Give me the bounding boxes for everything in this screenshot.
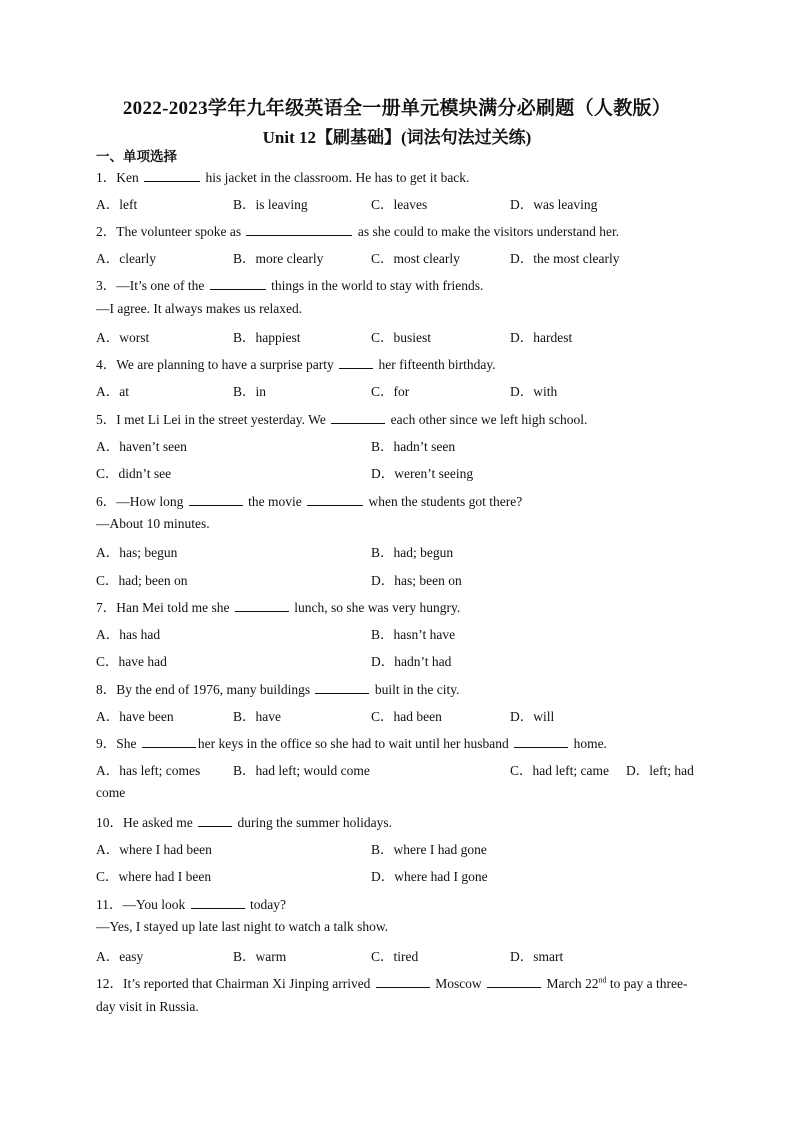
answer-blank bbox=[189, 493, 243, 506]
question-4-option-c[interactable]: C．for bbox=[371, 384, 410, 399]
question-11-option-d[interactable]: D．smart bbox=[510, 949, 564, 964]
answer-blank bbox=[487, 975, 541, 988]
question-5-option-b[interactable]: B．hadn’t seen bbox=[371, 439, 456, 454]
question-7-stem: 7．Han Mei told me she lunch, so she was very hungry. bbox=[96, 600, 461, 615]
answer-blank bbox=[376, 975, 430, 988]
question-12-stem-continued: day visit in Russia. bbox=[96, 999, 199, 1014]
answer-blank bbox=[339, 356, 373, 369]
question-9-stem: 9．She her keys in the office so she had to wait until her husband home. bbox=[96, 736, 607, 751]
question-3-option-a[interactable]: A．worst bbox=[96, 330, 150, 345]
question-5-option-c[interactable]: C．didn’t see bbox=[96, 466, 172, 481]
answer-blank bbox=[191, 896, 245, 909]
question-1-stem: 1．Ken his jacket in the classroom. He has to get it back. bbox=[96, 170, 470, 185]
question-4-option-d[interactable]: D．with bbox=[510, 384, 558, 399]
question-9-option-d[interactable]: D．left; had bbox=[626, 763, 694, 778]
question-9-option-a[interactable]: A．has left; comes bbox=[96, 763, 201, 778]
question-3-reply: —I agree. It always makes us relaxed. bbox=[96, 301, 303, 316]
question-6-stem: 6．—How long the movie when the students got there? bbox=[96, 494, 523, 509]
question-2-option-d[interactable]: D．the most clearly bbox=[510, 251, 620, 266]
question-3-option-d[interactable]: D．hardest bbox=[510, 330, 573, 345]
question-7-option-a[interactable]: A．has had bbox=[96, 627, 161, 642]
question-12-stem: 12．It’s reported that Chairman Xi Jinping arrived Moscow March 22nd to pay a three- bbox=[96, 975, 688, 991]
question-9-option-c[interactable]: C．had left; came bbox=[510, 763, 609, 778]
section-heading: 一、单项选择 bbox=[96, 149, 177, 164]
question-11-option-c[interactable]: C．tired bbox=[371, 949, 419, 964]
question-10-option-b[interactable]: B．where I had gone bbox=[371, 842, 487, 857]
question-1-option-c[interactable]: C．leaves bbox=[371, 197, 428, 212]
question-11-stem: 11．—You look today? bbox=[96, 897, 287, 912]
question-8-option-a[interactable]: A．have been bbox=[96, 709, 174, 724]
question-10-option-d[interactable]: D．where had I gone bbox=[371, 869, 488, 884]
question-3-option-c[interactable]: C．busiest bbox=[371, 330, 432, 345]
ordinal-suffix: nd bbox=[598, 975, 607, 985]
question-6-option-b[interactable]: B．had; begun bbox=[371, 545, 454, 560]
question-7-option-b[interactable]: B．hasn’t have bbox=[371, 627, 456, 642]
answer-blank bbox=[246, 223, 352, 236]
answer-blank bbox=[331, 411, 385, 424]
question-8-option-c[interactable]: C．had been bbox=[371, 709, 442, 724]
answer-blank bbox=[144, 169, 200, 182]
answer-blank bbox=[142, 735, 196, 748]
answer-blank bbox=[514, 735, 568, 748]
question-9-option-d-continued: come bbox=[96, 785, 126, 800]
question-5-option-d[interactable]: D．weren’t seeing bbox=[371, 466, 474, 481]
question-2-stem: 2．The volunteer spoke as as she could to make the visitors understand her. bbox=[96, 224, 620, 239]
question-1-option-b[interactable]: B．is leaving bbox=[233, 197, 308, 212]
document-title: 2022-2023学年九年级英语全一册单元模块满分必刷题（人教版） bbox=[122, 98, 672, 119]
question-3-option-b[interactable]: B．happiest bbox=[233, 330, 301, 345]
question-11-reply: —Yes, I stayed up late last night to watch a talk show. bbox=[96, 919, 389, 934]
question-10-stem: 10．He asked me during the summer holidays. bbox=[96, 815, 392, 830]
document-subtitle: Unit 12【刷基础】(词法句法过关练) bbox=[262, 128, 532, 147]
question-8-option-d[interactable]: D．will bbox=[510, 709, 555, 724]
question-2-option-a[interactable]: A．clearly bbox=[96, 251, 156, 266]
question-10-option-c[interactable]: C．where had I been bbox=[96, 869, 212, 884]
question-1-option-a[interactable]: A．left bbox=[96, 197, 138, 212]
question-1-option-d[interactable]: D．was leaving bbox=[510, 197, 598, 212]
question-7-option-d[interactable]: D．hadn’t had bbox=[371, 654, 452, 669]
question-10-option-a[interactable]: A．where I had been bbox=[96, 842, 212, 857]
question-3-stem: 3．—It’s one of the things in the world to stay with friends. bbox=[96, 278, 484, 293]
answer-blank bbox=[307, 493, 363, 506]
answer-blank bbox=[235, 599, 289, 612]
question-2-option-b[interactable]: B．more clearly bbox=[233, 251, 324, 266]
question-2-option-c[interactable]: C．most clearly bbox=[371, 251, 460, 266]
question-8-stem: 8．By the end of 1976, many buildings built in the city. bbox=[96, 682, 460, 697]
answer-blank bbox=[210, 277, 266, 290]
question-5-option-a[interactable]: A．haven’t seen bbox=[96, 439, 187, 454]
question-6-option-d[interactable]: D．has; been on bbox=[371, 573, 462, 588]
question-11-option-a[interactable]: A．easy bbox=[96, 949, 144, 964]
question-5-stem: 5．I met Li Lei in the street yesterday. We each other since we left high school. bbox=[96, 412, 588, 427]
answer-blank bbox=[198, 814, 232, 827]
question-8-option-b[interactable]: B．have bbox=[233, 709, 281, 724]
question-6-option-a[interactable]: A．has; begun bbox=[96, 545, 178, 560]
question-4-stem: 4．We are planning to have a surprise party her fifteenth birthday. bbox=[96, 357, 496, 372]
question-9-option-b[interactable]: B．had left; would come bbox=[233, 763, 370, 778]
question-7-option-c[interactable]: C．have had bbox=[96, 654, 167, 669]
question-4-option-a[interactable]: A．at bbox=[96, 384, 129, 399]
question-6-option-c[interactable]: C．had; been on bbox=[96, 573, 188, 588]
answer-blank bbox=[315, 681, 369, 694]
question-4-option-b[interactable]: B．in bbox=[233, 384, 267, 399]
question-6-reply: —About 10 minutes. bbox=[96, 516, 210, 531]
question-11-option-b[interactable]: B．warm bbox=[233, 949, 287, 964]
